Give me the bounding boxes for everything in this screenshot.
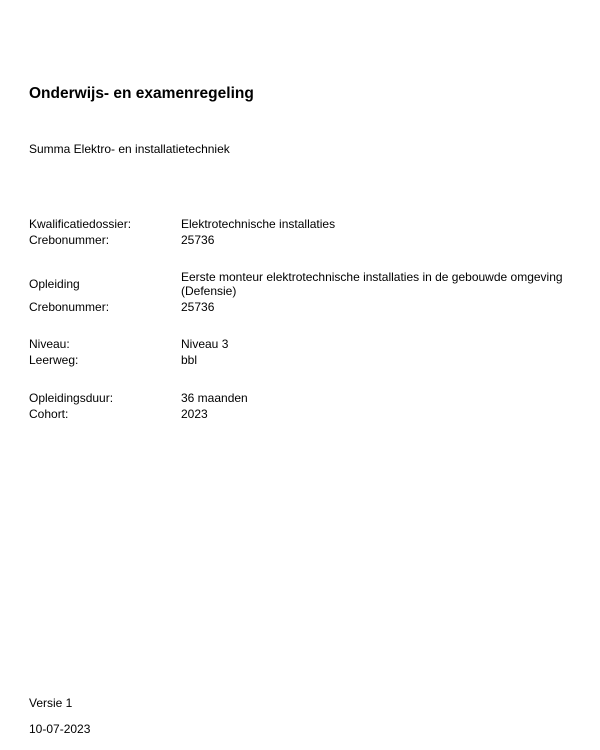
field-label: Crebonummer: [29, 300, 110, 314]
field-label: Crebonummer: [29, 233, 110, 247]
field-label: Kwalificatiedossier: [29, 217, 132, 231]
field-label: Cohort: [29, 407, 69, 421]
field-label: Niveau: [29, 337, 70, 351]
field-value: 25736 [181, 233, 215, 247]
field-value: Niveau 3 [181, 337, 229, 351]
field-label: Leerweg: [29, 353, 79, 367]
field-label: Opleiding [29, 277, 80, 291]
document-date: 10-07-2023 [29, 722, 91, 736]
document-subtitle: Summa Elektro- en installatietechniek [29, 142, 230, 156]
document-title: Onderwijs- en examenregeling [29, 85, 254, 102]
field-value: 25736 [181, 300, 215, 314]
field-value: 2023 [181, 407, 208, 421]
field-label: Opleidingsduur: [29, 391, 114, 405]
field-value: bbl [181, 353, 198, 367]
document-version: Versie 1 [29, 696, 73, 710]
field-value: Eerste monteur elektrotechnische installaties in de gebouwde omgeving (Defensie) [181, 270, 563, 298]
field-value: 36 maanden [181, 391, 248, 405]
field-value: Elektrotechnische installaties [181, 217, 336, 231]
